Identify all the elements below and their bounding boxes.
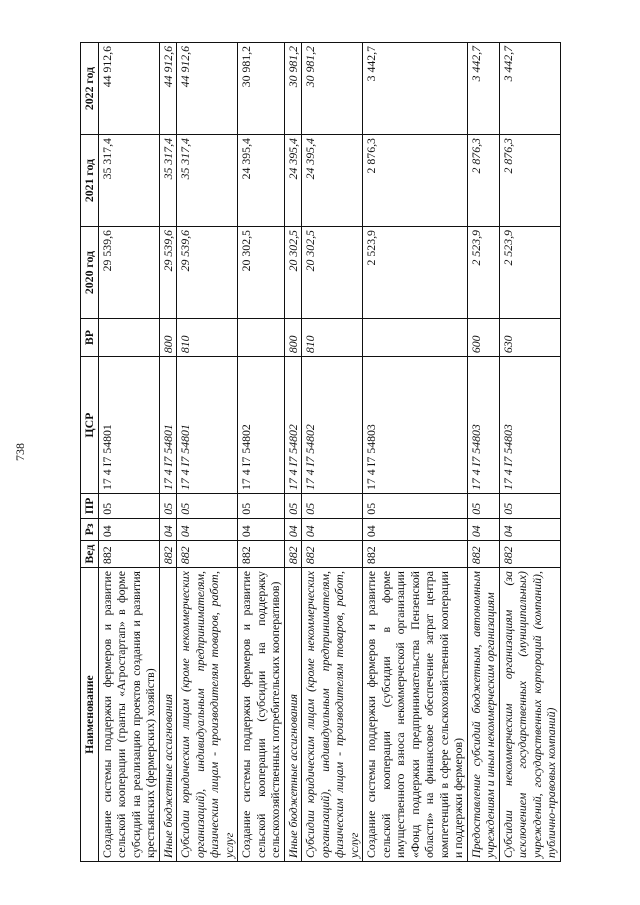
- row-2022: 44 912,6: [177, 43, 238, 135]
- row-csr: 17 4 I7 54802: [238, 357, 285, 494]
- row-2021: 24 395,4: [302, 135, 363, 227]
- row-rz: 04: [98, 518, 159, 540]
- row-ved: 882: [98, 541, 159, 568]
- row-ved: 882: [177, 541, 238, 568]
- row-name: Субсидии некоммерческим организациям (за исключением государственных (муниципальных) учреждений, государственных корпораций (компаний), публично-правовых компаний): [499, 568, 560, 862]
- table-row: [98, 43, 159, 862]
- row-vr: 810: [302, 319, 363, 357]
- header-vr: ВР: [81, 319, 99, 357]
- row-csr: 17 4 I7 54803: [467, 357, 499, 494]
- header-2020: 2020 год: [81, 227, 99, 319]
- row-pr: 05: [302, 494, 363, 519]
- row-pr: 05: [363, 494, 468, 519]
- row-2022: 3 442,7: [363, 43, 468, 135]
- row-vr: [363, 319, 468, 357]
- budget-table: [80, 42, 561, 862]
- row-csr: 17 4 I7 54803: [363, 357, 468, 494]
- header-name: Наименование: [81, 568, 99, 862]
- table-row: [238, 43, 285, 862]
- row-name: Иные бюджетные ассигнования: [284, 568, 302, 862]
- row-2021: 35 317,4: [177, 135, 238, 227]
- header-rz: Рз: [81, 518, 99, 540]
- row-2020: 29 539,6: [98, 227, 159, 319]
- row-rz: 04: [284, 518, 302, 540]
- page-number: 738: [13, 443, 27, 461]
- row-vr: 630: [499, 319, 560, 357]
- row-pr: 05: [177, 494, 238, 519]
- row-pr: 05: [159, 494, 177, 519]
- row-csr: 17 4 I7 54801: [177, 357, 238, 494]
- row-vr: [98, 319, 159, 357]
- row-pr: 05: [238, 494, 285, 519]
- row-2021: 35 317,4: [159, 135, 177, 227]
- row-rz: 04: [302, 518, 363, 540]
- row-vr: 800: [284, 319, 302, 357]
- row-csr: 17 4 I7 54802: [284, 357, 302, 494]
- row-csr: 17 4 I7 54802: [302, 357, 363, 494]
- row-2020: 29 539,6: [159, 227, 177, 319]
- row-name: Создание системы поддержки фермеров и развитие сельской кооперации (гранты «Агростартап» в форме субсидий на реализацию проектов создания и развития крестьянских (фермерских) хозяйств): [98, 568, 159, 862]
- row-2022: 30 981,2: [302, 43, 363, 135]
- row-rz: 04: [467, 518, 499, 540]
- table-row: [467, 43, 499, 862]
- row-2020: 2 523,9: [363, 227, 468, 319]
- row-name: Иные бюджетные ассигнования: [159, 568, 177, 862]
- row-2021: 24 395,4: [238, 135, 285, 227]
- budget-table-container: [80, 42, 561, 862]
- header-pr: ПР: [81, 494, 99, 519]
- row-2021: 35 317,4: [98, 135, 159, 227]
- row-name: Субсидии юридическим лицам (кроме некоммерческих организаций), индивидуальным предпринимателям, физическим лицам - производителям товаров, работ, услуг: [302, 568, 363, 862]
- row-2021: 24 395,4: [284, 135, 302, 227]
- header-ved: Вед: [81, 541, 99, 568]
- row-2020: 2 523,9: [467, 227, 499, 319]
- table-row: [177, 43, 238, 862]
- row-vr: 810: [177, 319, 238, 357]
- row-2022: 30 981,2: [238, 43, 285, 135]
- row-name: Предоставление субсидий бюджетным, автономным учреждениям и иным некоммерческим организациям: [467, 568, 499, 862]
- row-name: Создание системы поддержки фермеров и развитие сельской кооперации (субсидии на поддержку сельскохозяйственных потребительских кооперативов): [238, 568, 285, 862]
- row-rz: 04: [363, 518, 468, 540]
- row-2022: 3 442,7: [467, 43, 499, 135]
- row-ved: 882: [238, 541, 285, 568]
- row-vr: 600: [467, 319, 499, 357]
- row-pr: 05: [499, 494, 560, 519]
- row-2021: 2 876,3: [363, 135, 468, 227]
- row-2020: 2 523,9: [499, 227, 560, 319]
- row-csr: 17 4 I7 54801: [159, 357, 177, 494]
- table-row: [284, 43, 302, 862]
- row-2022: 30 981,2: [284, 43, 302, 135]
- row-rz: 04: [499, 518, 560, 540]
- row-ved: 882: [284, 541, 302, 568]
- row-pr: 05: [284, 494, 302, 519]
- row-name: Субсидии юридическим лицам (кроме некоммерческих организаций), индивидуальным предпринимателям, физическим лицам - производителям товаров, работ, услуг: [177, 568, 238, 862]
- row-vr: [238, 319, 285, 357]
- row-2020: 29 539,6: [177, 227, 238, 319]
- row-2021: 2 876,3: [499, 135, 560, 227]
- row-2022: 44 912,6: [159, 43, 177, 135]
- table-row: [499, 43, 560, 862]
- row-pr: 05: [467, 494, 499, 519]
- row-csr: 17 4 I7 54801: [98, 357, 159, 494]
- table-row: [159, 43, 177, 862]
- row-csr: 17 4 I7 54803: [499, 357, 560, 494]
- row-ved: 882: [467, 541, 499, 568]
- row-ved: 882: [159, 541, 177, 568]
- row-2022: 3 442,7: [499, 43, 560, 135]
- table-row: [302, 43, 363, 862]
- row-2022: 44 912,6: [98, 43, 159, 135]
- row-rz: 04: [238, 518, 285, 540]
- row-vr: 800: [159, 319, 177, 357]
- row-ved: 882: [363, 541, 468, 568]
- row-2020: 20 302,5: [238, 227, 285, 319]
- header-2022: 2022 год: [81, 43, 99, 135]
- header-2021: 2021 год: [81, 135, 99, 227]
- row-rz: 04: [177, 518, 238, 540]
- row-pr: 05: [98, 494, 159, 519]
- header-csr: ЦСР: [81, 357, 99, 494]
- table-header-row: [81, 43, 99, 862]
- row-2020: 20 302,5: [284, 227, 302, 319]
- row-2020: 20 302,5: [302, 227, 363, 319]
- row-ved: 882: [499, 541, 560, 568]
- table-row: [363, 43, 468, 862]
- row-2021: 2 876,3: [467, 135, 499, 227]
- row-ved: 882: [302, 541, 363, 568]
- row-rz: 04: [159, 518, 177, 540]
- row-name: Создание системы поддержки фермеров и развитие сельской кооперации (субсидии в форме имущественного взноса некоммерческой организации «Фонд поддержки предпринимательства Пензенской области» на финансовое обеспечение затрат центра компетенций в сфере сельскохозяйственной кооперации и поддержки фермеров): [363, 568, 468, 862]
